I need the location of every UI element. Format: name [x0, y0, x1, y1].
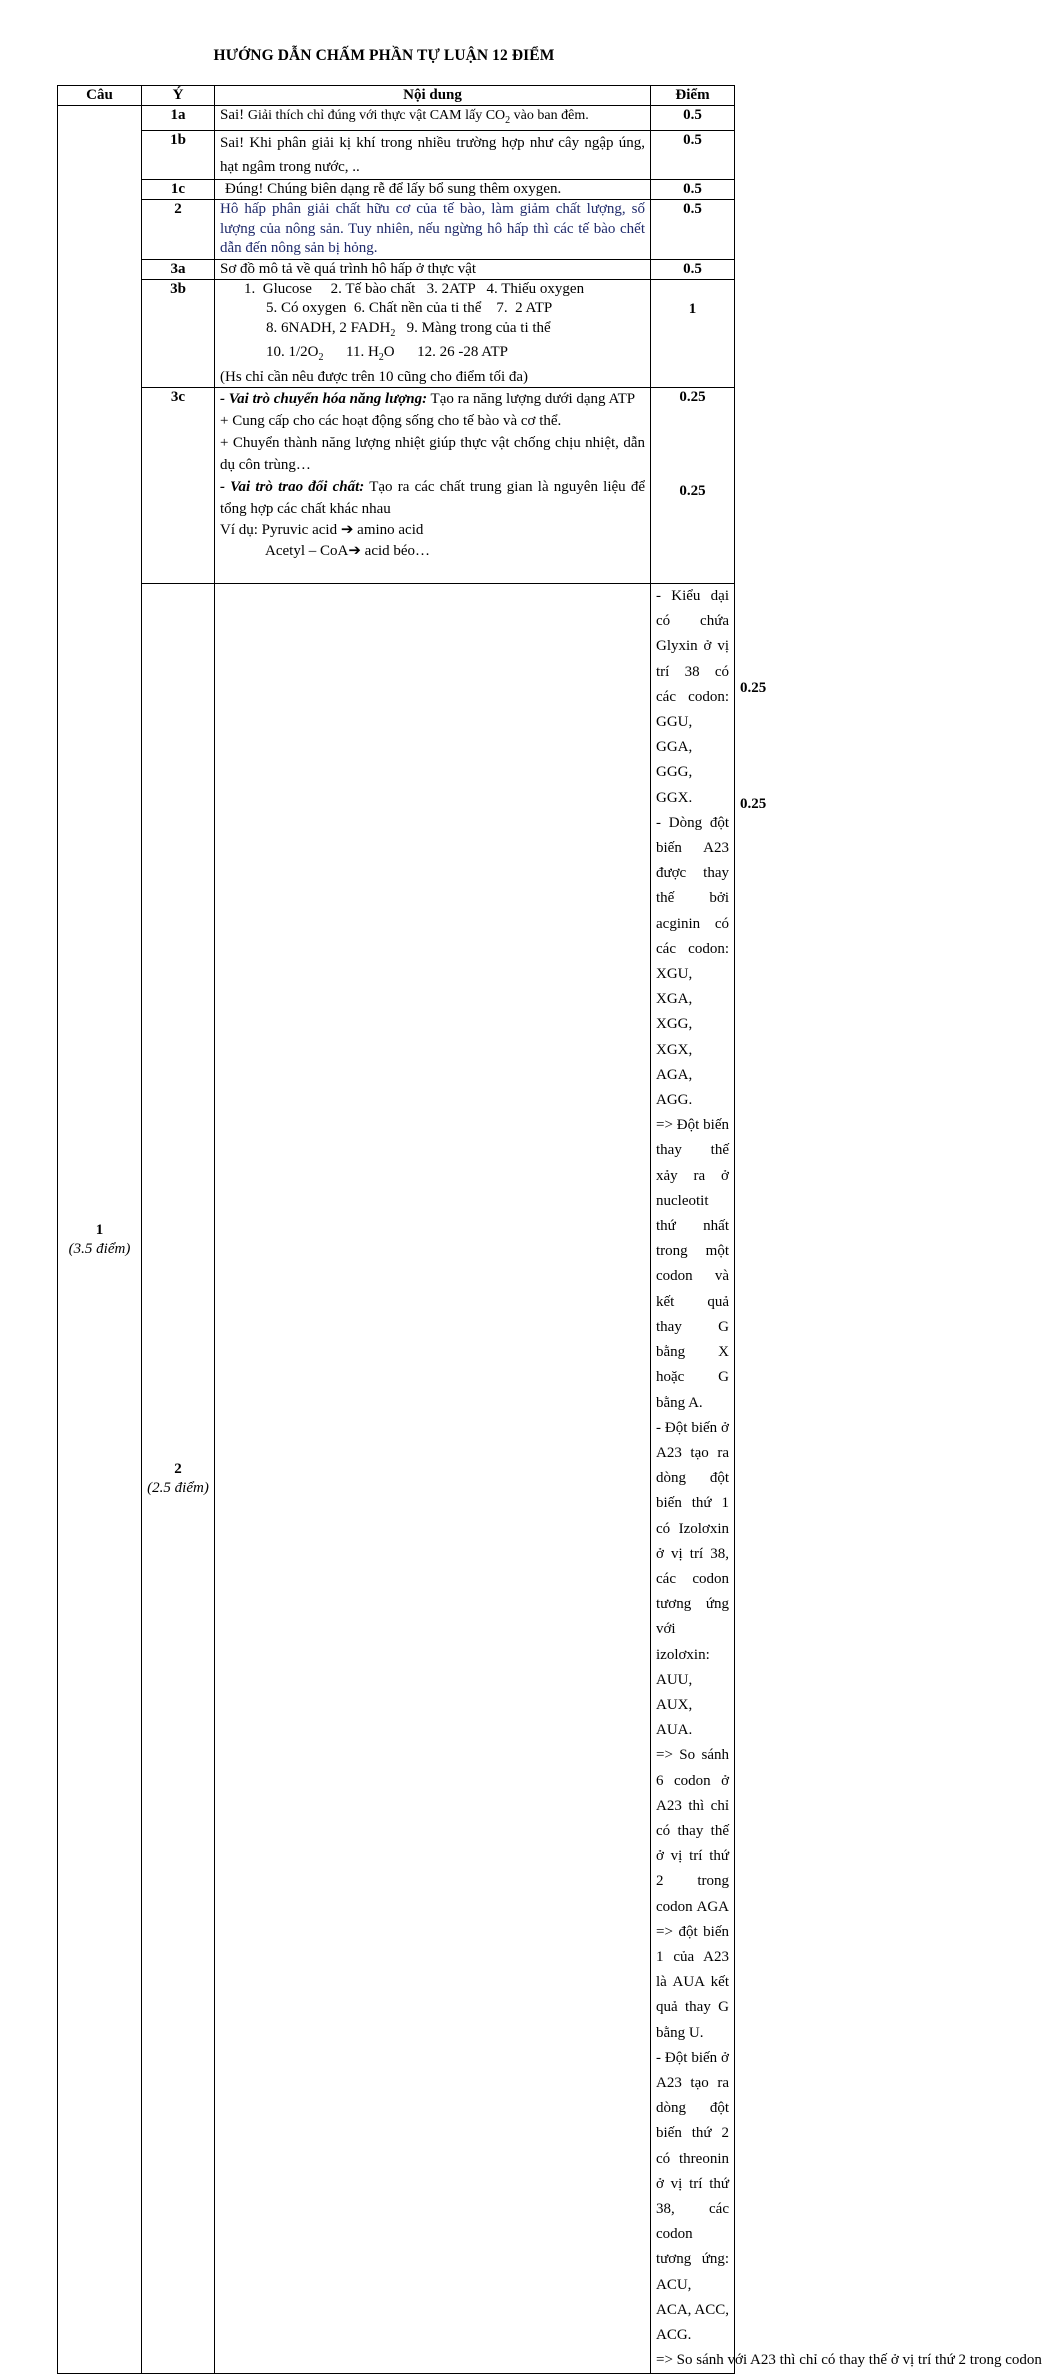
item-3c-example-1: [220, 520, 645, 541]
item-3c-heading-1: - Vai trò chuyển hóa năng lượng:: [220, 391, 428, 407]
item-1b-content: Sai! Khi phân giải kị khí trong nhiều trường hợp như cây ngập úng, hạt ngâm trong nước, ..: [215, 131, 651, 180]
item-3c-example-2: [220, 541, 645, 562]
q2-para-3: => Đột biến thay thế xảy ra ở nucleotit thứ nhất trong một codon và kết quả thay G bằng X hoặc G bằng A.: [656, 1117, 729, 1411]
item-3c-example-1-a: Ví dụ: Pyruvic acid: [220, 522, 341, 538]
item-3b-line-1-number: 1.: [244, 280, 256, 297]
item-3c-content: [215, 388, 651, 584]
item-3b-line-1-text: Glucose 2. Tế bào chất 3. 2ATP 4. Thiếu oxygen: [262, 280, 585, 297]
item-3c-example-1-b: amino acid: [353, 522, 424, 538]
table-row: 2 (2.5 điểm) - Kiểu dại có chứa Glyxin ở vị trí 38 có các codon: GGU, GGA, GGG, GGX. - Dòng đột biến A23 được thay thế bởi acginin có các codon: XGU, XGA, XGG, XGX, AGA, AGG. => Đột biến thay thế xảy ra ở nucleotit thứ nhất trong một codon và kết quả thay G bằng X hoặc G bằng A. - Đột biến ở A23 tạo ra dòng đột biến thứ 1 có Izolơxin ở vị trí 38, các codon tương ứng với izolơxin: AUU, AUX, AUA. => So sánh 6 codon ở A23 thì chỉ có thay thế ở vị trí thứ 2 trong codon AGA => đột biến 1 của A23 là AUA kết quả thay G bằng U. - Đột biến ở A23 tạo ra dòng đột biến thứ 2 có threonin ở vị trí thứ 38, các codon tương ứng: ACU, ACA, ACC, ACG. => So sánh với A23 thì chỉ có thay thế ở vị trí thứ 2 trong codon 0.25 0.25: [58, 584, 735, 2374]
table-row: [58, 200, 735, 260]
item-3b-line-4: [220, 343, 645, 368]
item-1b-label: 1b: [142, 131, 215, 180]
item-3c-example-2-b: acid béo…: [360, 543, 431, 559]
question-1-points: (3.5 điểm): [68, 1240, 131, 1257]
table-row: [58, 388, 735, 584]
item-3b-line-3-sub: 2: [390, 327, 396, 339]
item-2-label: 2: [142, 200, 215, 260]
item-1a-label: 1a: [142, 106, 215, 131]
arrow-right-icon: ➔: [340, 522, 354, 538]
item-1a-text: Giải thích chỉ đúng với thực vật CAM lấy CO: [247, 108, 506, 123]
header-diem: Điểm: [651, 86, 735, 106]
item-1b-score: 0.5: [651, 131, 735, 180]
q2-para-1: - Kiểu dại có chứa Glyxin ở vị trí 38 có các codon: GGU, GGA, GGG, GGX.: [656, 588, 729, 806]
page-title: HƯỚNG DẪN CHẤM PHẦN TỰ LUẬN 12 ĐIỂM: [213, 47, 555, 64]
item-3b-content: [215, 279, 651, 388]
item-1a-verdict: Sai!: [220, 107, 248, 123]
item-1a-content: [215, 106, 651, 131]
item-3c-para-1: [220, 388, 645, 410]
table-row: [58, 180, 735, 200]
question-1-number: 1: [95, 1221, 104, 1238]
item-1c-score: 0.5: [651, 180, 735, 200]
item-3b-line-4-a: 10. 1/2O: [266, 344, 319, 360]
item-1a-subscript: 2: [505, 115, 511, 126]
item-3c-para-3: + Chuyển thành năng lượng nhiệt giúp thực vật chống chịu nhiệt, dẫn dụ côn trùng…: [220, 435, 645, 473]
item-3c-example-2-a: Acetyl – CoA: [265, 543, 349, 559]
q2-para-6: - Đột biến ở A23 tạo ra dòng đột biến thứ 2 có threonin ở vị trí thứ 38, các codon tương ứng: ACU, ACA, ACC, ACG.: [656, 2049, 729, 2344]
item-3a-content: Sơ đồ mô tả về quá trình hô hấp ở thực vật: [215, 259, 651, 279]
q2-para-7: => So sánh với A23 thì chỉ có thay thế ở vị trí thứ 2 trong codon: [656, 2352, 1042, 2369]
question-1-cell: [58, 106, 142, 2374]
item-2-score: 0.5: [651, 200, 735, 260]
item-3b-line-4-sub-1: 2: [318, 352, 324, 363]
item-3b-label: 3b: [142, 279, 215, 388]
arrow-right-icon: ➔: [348, 543, 361, 559]
item-3b-note: (Hs chỉ cần nêu được trên 10 cũng cho điểm tối đa): [220, 368, 529, 385]
item-3b-line-3-a: 8. 6NADH, 2 FADH: [266, 319, 391, 336]
item-1c-label: 1c: [142, 180, 215, 200]
table-row: [58, 131, 735, 180]
table-row: [58, 259, 735, 279]
item-3b-line-3: [220, 319, 645, 344]
question-2-y-cell: [215, 584, 651, 2374]
item-1a-text-end: vào ban đêm.: [510, 108, 589, 123]
item-3b-line-2: 5. Có oxygen 6. Chất nền của ti thể 7. 2 ATP: [266, 300, 553, 316]
header-noi-dung: Nội dung: [215, 86, 651, 106]
item-3c-score-1: 0.25: [679, 389, 706, 405]
item-1c-content: Đúng! Chúng biên dạng rễ để lấy bổ sung thêm oxygen.: [215, 180, 651, 200]
table-row: [58, 106, 735, 131]
item-2-content: Hô hấp phân giải chất hữu cơ của tế bào, làm giảm chất lượng, số lượng của nông sản. Tuy nhiên, nếu ngừng hô hấp thì các tế bào chết dẫn đến nông sản bị hỏng.: [215, 200, 651, 260]
question-2-cell: [142, 584, 215, 2374]
item-3b-line-3-b: 9. Màng trong của ti thể: [395, 319, 551, 336]
item-1a-score: 0.5: [651, 106, 735, 131]
header-y: Ý: [142, 86, 215, 106]
item-3b-line-4-c: O 12. 26 -28 ATP: [383, 344, 508, 360]
item-3b-line-4-sub-2: 2: [378, 352, 384, 363]
question-2-number: 2: [174, 1460, 182, 1477]
header-cau: Câu: [58, 86, 142, 106]
q2-para-4: - Đột biến ở A23 tạo ra dòng đột biến thứ 1 có Izolơxin ở vị trí 38, các codon tương ứng với izolơxin: AUU, AUX, AUA.: [656, 1419, 729, 1739]
item-3c-text-4: Tạo ra các chất trung gian là nguyên liệu để tổng hợp các chất khác nhau: [220, 479, 645, 517]
item-3c-para-4: [220, 476, 645, 520]
q2-para-2: - Dòng đột biến A23 được thay thế bởi acginin có các codon: XGU, XGA, XGG, XGX, AGA, AGG.: [656, 814, 729, 1109]
item-3c-label: 3c: [142, 388, 215, 584]
question-2-content: [651, 584, 1042, 2374]
q2-para-5: => So sánh 6 codon ở A23 thì chỉ có thay thế ở vị trí thứ 2 trong codon AGA => đột biến 1 của A23 là AUA kết quả thay G bằng U.: [656, 1747, 729, 2041]
table-header-row: [58, 86, 735, 106]
item-3c-heading-2: - Vai trò trao đổi chất:: [220, 479, 365, 495]
item-3c-para-2: + Cung cấp cho các hoạt động sống cho tế bào và cơ thể.: [220, 413, 562, 429]
item-3c-scores: [651, 388, 735, 584]
item-3b-line-1: [220, 280, 645, 300]
grading-table: [57, 85, 1042, 2374]
item-3c-text-1: Tạo ra năng lượng dưới dạng ATP: [427, 391, 636, 407]
item-3a-label: 3a: [142, 259, 215, 279]
question-2-points: (2.5 điểm): [147, 1479, 209, 1496]
item-3b-line-4-b: 11. H: [323, 344, 379, 360]
item-3a-score: 0.5: [651, 259, 735, 279]
item-3c-score-2: 0.25: [679, 483, 706, 499]
item-3b-score: 1: [651, 279, 735, 388]
table-row: [58, 279, 735, 388]
